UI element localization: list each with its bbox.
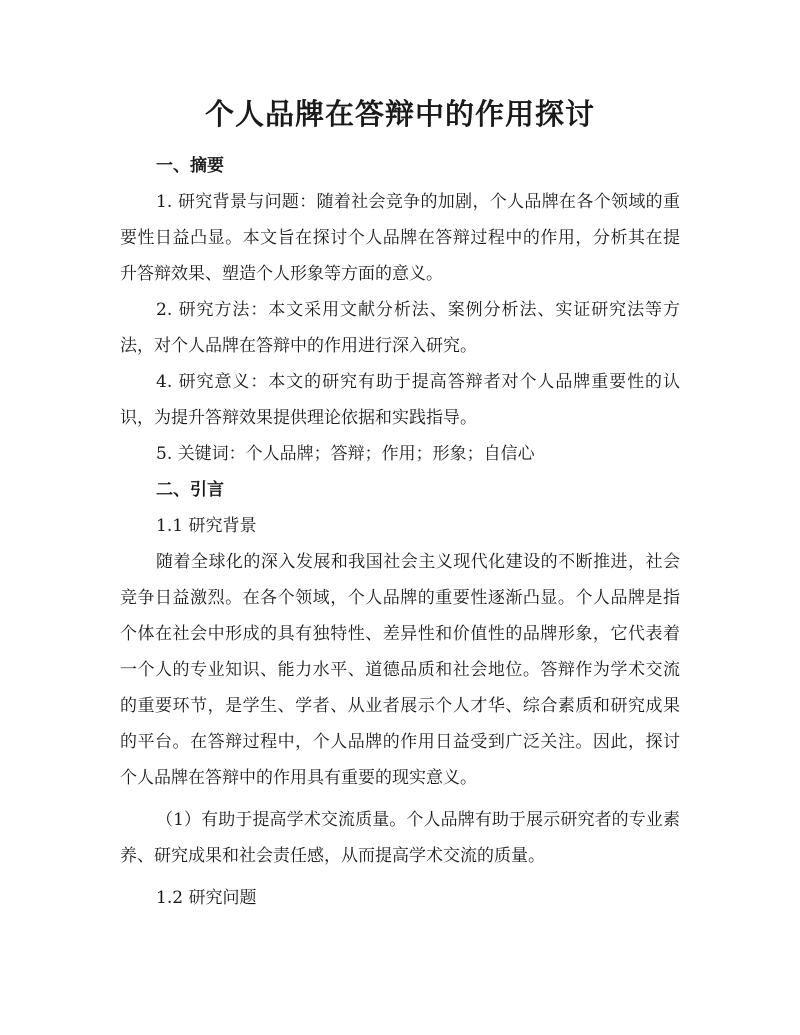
document-title: 个人品牌在答辩中的作用探讨: [204, 97, 595, 131]
abstract-item-significance: 4. 研究意义：本文的研究有助于提高答辩者对个人品牌重要性的认识，为提升答辩效果提供理论依据和实践指导。: [120, 372, 680, 428]
abstract-item-method: 2. 研究方法：本文采用文献分析法、案例分析法、实证研究法等方法，对个人品牌在答辩中的作用进行深入研究。: [120, 300, 680, 356]
subheading-research-question: 1.2 研究问题: [156, 888, 257, 908]
intro-paragraph-point-1: （1）有助于提高学术交流质量。个人品牌有助于展示研究者的专业素养、研究成果和社会责任感，从而提高学术交流的质量。: [120, 810, 680, 866]
intro-paragraph-background: 随着全球化的深入发展和我国社会主义现代化建设的不断推进，社会竞争日益激烈。在各个领域，个人品牌的重要性逐渐凸显。个人品牌是指个体在社会中形成的具有独特性、差异性和价值性的品牌形象，它代表着一个人的专业知识、能力水平、道德品质和社会地位。答辩作为学术交流的重要环节，是学生、学者、从业者展示个人才华、综合素质和研究成果的平台。在答辩过程中，个人品牌的作用日益受到广泛关注。因此，探讨个人品牌在答辩中的作用具有重要的现实意义。: [120, 552, 680, 788]
section-heading-abstract: 一、摘要: [156, 156, 224, 176]
section-heading-intro: 二、引言: [156, 480, 224, 500]
abstract-item-background: 1. 研究背景与问题：随着社会竞争的加剧，个人品牌在各个领域的重要性日益凸显。本文旨在探讨个人品牌在答辩过程中的作用，分析其在提升答辩效果、塑造个人形象等方面的意义。: [120, 192, 680, 284]
subheading-research-background: 1.1 研究背景: [156, 516, 257, 536]
abstract-item-keywords: 5. 关键词：个人品牌；答辩；作用；形象；自信心: [156, 444, 535, 464]
